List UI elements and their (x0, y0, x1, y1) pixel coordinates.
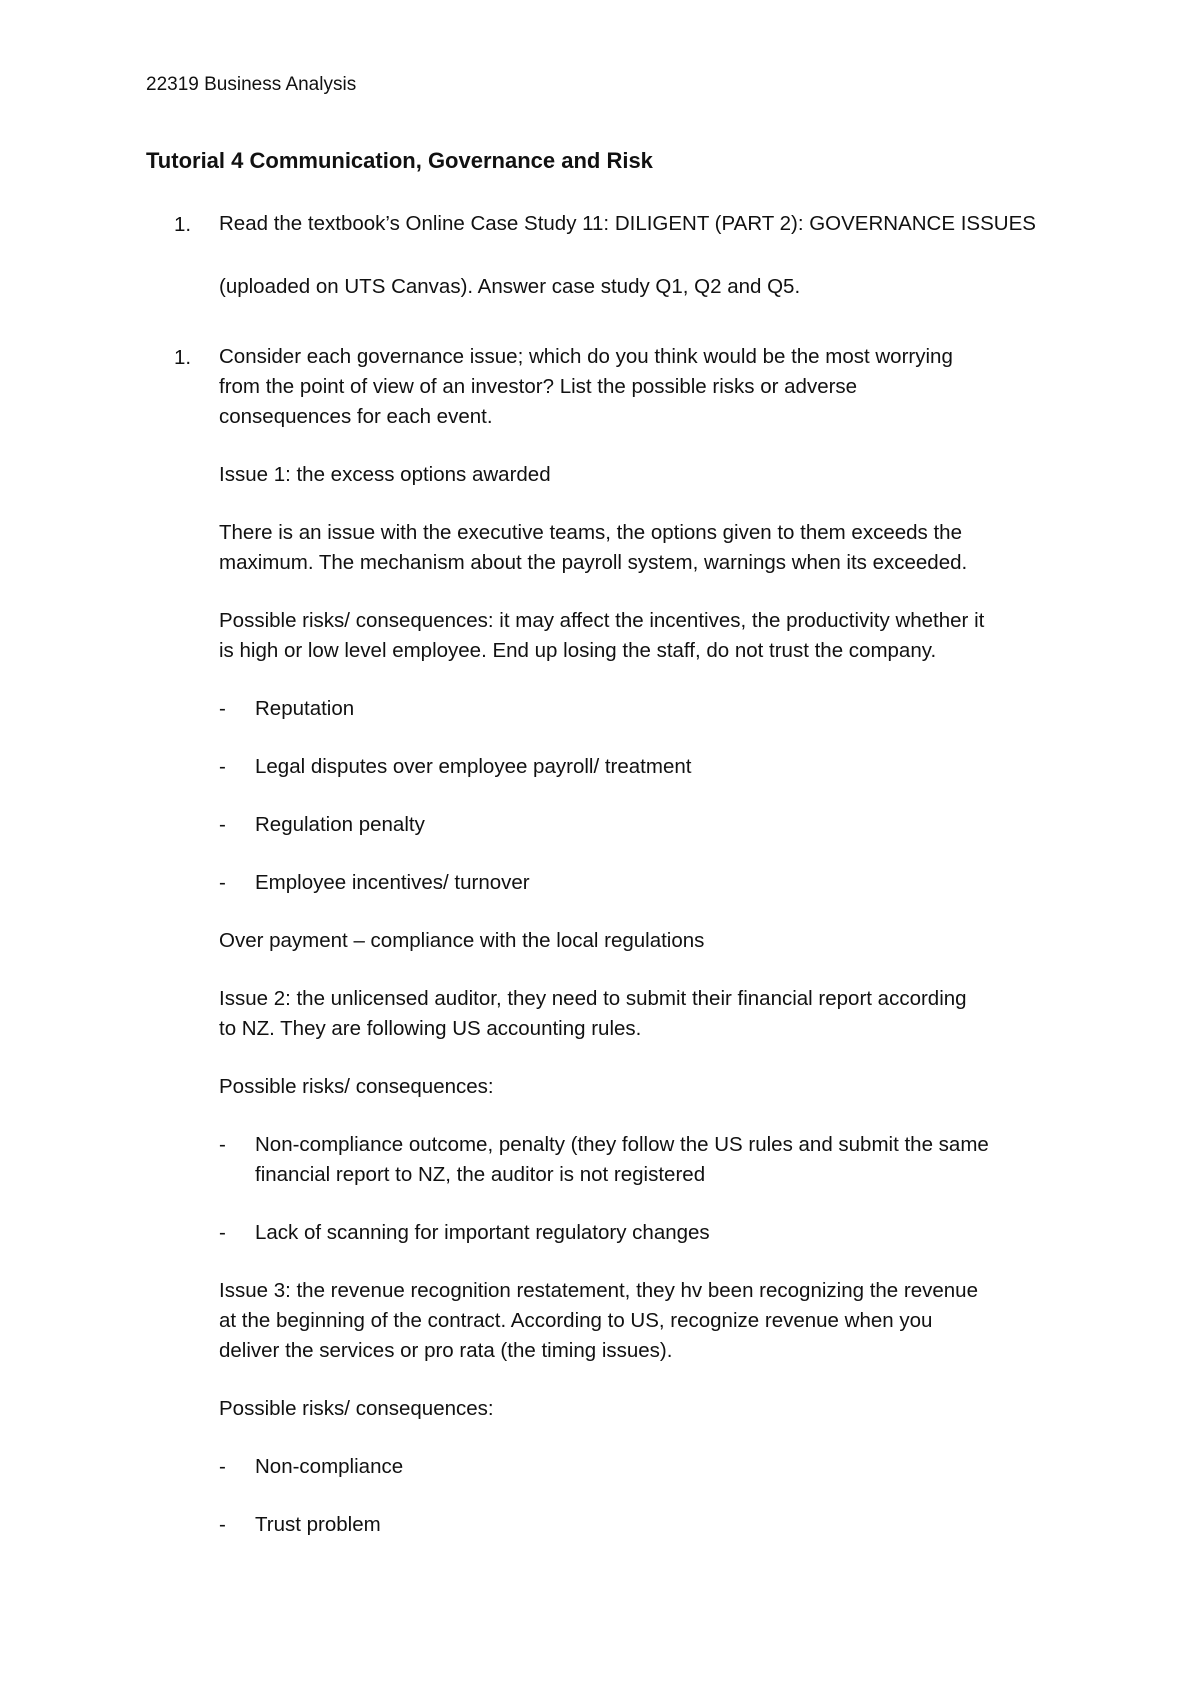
list-item: Employee incentives/ turnover (255, 871, 530, 894)
issue-1-paragraph-1-line-1: There is an issue with the executive teams, the options given to them exceeds the (219, 521, 962, 544)
issue-3-line-2: at the beginning of the contract. According to US, recognize revenue when you (219, 1309, 933, 1332)
list-item: Reputation (255, 697, 355, 720)
list-number: 1. (174, 213, 192, 236)
question-2-line-1: Consider each governance issue; which do you think would be the most worrying (219, 345, 953, 368)
issue-1-paragraph-1-line-2: maximum. The mechanism about the payroll system, warnings when its exceeded. (219, 551, 968, 574)
bullet-dash: - (219, 1455, 226, 1478)
issue-1-heading: Issue 1: the excess options awarded (219, 463, 551, 486)
bullet-dash: - (219, 1133, 226, 1156)
document-header: 22319 Business Analysis (146, 74, 357, 95)
issue-3-line-1: Issue 3: the revenue recognition restatement, they hv been recognizing the revenue (219, 1279, 978, 1302)
issue-2-line-2: to NZ. They are following US accounting rules. (219, 1017, 642, 1040)
list-item: Trust problem (255, 1513, 381, 1536)
bullet-dash: - (219, 1513, 226, 1536)
list-number: 1. (174, 346, 192, 369)
page-title: Tutorial 4 Communication, Governance and Risk (146, 148, 653, 173)
list-item-line-1: Non-compliance outcome, penalty (they follow the US rules and submit the same (255, 1133, 989, 1156)
issue-3-line-3: deliver the services or pro rata (the timing issues). (219, 1339, 673, 1362)
list-item: Lack of scanning for important regulatory changes (255, 1221, 710, 1244)
bullet-dash: - (219, 755, 226, 778)
list-item: Legal disputes over employee payroll/ treatment (255, 755, 692, 778)
issue-2-line-1: Issue 2: the unlicensed auditor, they need to submit their financial report according (219, 987, 967, 1010)
list-item-line-2: financial report to NZ, the auditor is not registered (255, 1163, 706, 1186)
bullet-dash: - (219, 871, 226, 894)
issue-1-paragraph-2-line-2: is high or low level employee. End up losing the staff, do not trust the company. (219, 639, 937, 662)
question-1-line-2: (uploaded on UTS Canvas). Answer case study Q1, Q2 and Q5. (219, 275, 801, 298)
issue-1-paragraph-2-line-1: Possible risks/ consequences: it may affect the incentives, the productivity whether it (219, 609, 985, 632)
bullet-dash: - (219, 697, 226, 720)
list-item: Regulation penalty (255, 813, 425, 836)
question-2-line-3: consequences for each event. (219, 405, 493, 428)
issue-3-risks-label: Possible risks/ consequences: (219, 1397, 494, 1420)
issue-2-risks-label: Possible risks/ consequences: (219, 1075, 494, 1098)
question-2-line-2: from the point of view of an investor? List the possible risks or adverse (219, 375, 858, 398)
list-item: Non-compliance (255, 1455, 404, 1478)
bullet-dash: - (219, 813, 226, 836)
question-1-line-1: Read the textbook’s Online Case Study 11: DILIGENT (PART 2): GOVERNANCE ISSUES (219, 212, 1036, 235)
issue-1-note: Over payment – compliance with the local regulations (219, 929, 705, 952)
bullet-dash: - (219, 1221, 226, 1244)
